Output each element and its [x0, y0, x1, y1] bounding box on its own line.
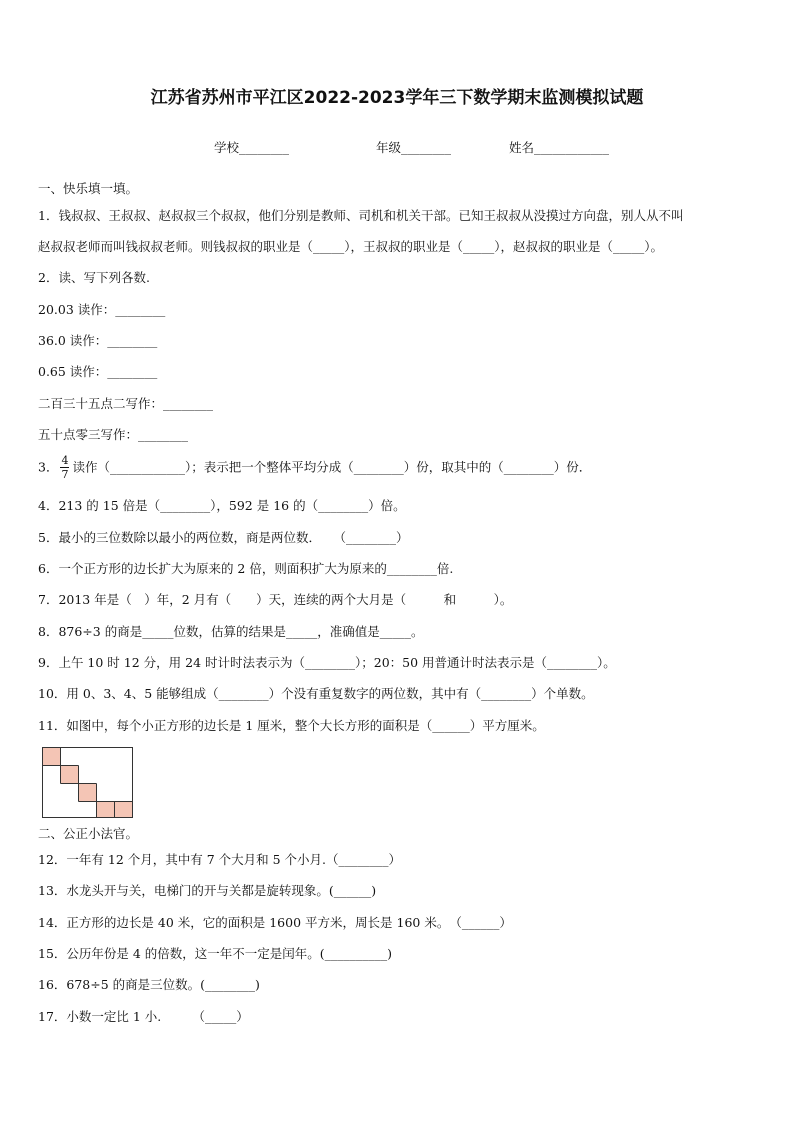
question-4: 4．213 的 15 倍是（________），592 是 16 的（________）倍。	[38, 498, 406, 513]
fraction-four-sevenths	[60, 455, 69, 480]
question-2e: 五十点零三写作：________	[38, 427, 189, 442]
fraction-numerator: 4	[61, 454, 69, 467]
grade-field: 年级________	[376, 140, 452, 155]
question-17: 17．小数一定比 1 小. （_____）	[38, 1009, 249, 1024]
question-3-text: 读作（____________）；表示把一个整体平均分成（________）份，取其中的（________）份．	[72, 459, 592, 475]
question-3-number: 3．	[38, 459, 59, 475]
question-2b: 36.0 读作：________	[38, 333, 158, 348]
section1-heading: 一、快乐填一填。	[38, 181, 139, 196]
question-2a: 20.03 读作：________	[38, 302, 166, 317]
fraction-denominator: 7	[61, 468, 69, 481]
shaded-square-2	[60, 765, 78, 783]
question-10: 10．用 0、3、4、5 能够组成（________）个没有重复数字的两位数，其中有（________）个单数。	[38, 686, 594, 701]
question-1-line2: 赵叔叔老师而叫钱叔叔老师。则钱叔叔的职业是（_____），王叔叔的职业是（_____），赵叔叔的职业是（_____）。	[38, 239, 664, 254]
name-field: 姓名____________	[509, 140, 610, 155]
question-15: 15．公历年份是 4 的倍数，这一年不一定是闰年。(__________)	[38, 946, 393, 961]
question-9: 9．上午 10 时 12 分，用 24 时计时法表示为（________）；20：50 用普通计时法表示是（________）。	[38, 655, 616, 670]
question-13: 13．水龙头开与关，电梯门的开与关都是旋转现象。(______)	[38, 883, 377, 898]
shaded-square-5	[114, 801, 132, 818]
section2-heading: 二、公正小法官。	[38, 826, 139, 841]
grid-rectangle-figure	[42, 747, 134, 819]
question-5: 5．最小的三位数除以最小的两位数，商是两位数． （________）	[38, 530, 409, 545]
question-1-line1: 1．钱叔叔、王叔叔、赵叔叔三个叔叔，他们分别是教师、司机和机关干部。已知王叔叔从没摸过方向盘，别人从不叫	[38, 208, 684, 223]
shaded-square-4	[96, 801, 114, 818]
question-3	[38, 455, 591, 480]
question-11: 11．如图中，每个小正方形的边长是 1 厘米，整个大长方形的面积是（______）平方厘米。	[38, 718, 545, 733]
question-2: 2．读、写下列各数.	[38, 270, 150, 285]
page-title: 江苏省苏州市平江区2022-2023学年三下数学期末监测模拟试题	[150, 88, 644, 108]
question-14: 14．正方形的边长是 40 米，它的面积是 1600 平方米，周长是 160 米。 （______）	[38, 915, 512, 930]
question-2d: 二百三十五点二写作：________	[38, 396, 214, 411]
shaded-square-3	[78, 783, 96, 801]
question-8: 8．876÷3 的商是_____位数，估算的结果是_____，准确值是_____。	[38, 624, 424, 639]
question-6: 6．一个正方形的边长扩大为原来的 2 倍，则面积扩大为原来的________倍.	[38, 561, 454, 576]
shaded-square-1	[42, 747, 60, 765]
question-7: 7．2013 年是（ ）年，2 月有（ ）天，连续的两个大月是（ 和 ）。	[38, 592, 513, 607]
question-16: 16．678÷5 的商是三位数。(________)	[38, 977, 260, 992]
school-field: 学校________	[214, 140, 290, 155]
question-12: 12．一年有 12 个月，其中有 7 个大月和 5 个小月.（________）	[38, 852, 402, 867]
question-2c: 0.65 读作：________	[38, 364, 158, 379]
